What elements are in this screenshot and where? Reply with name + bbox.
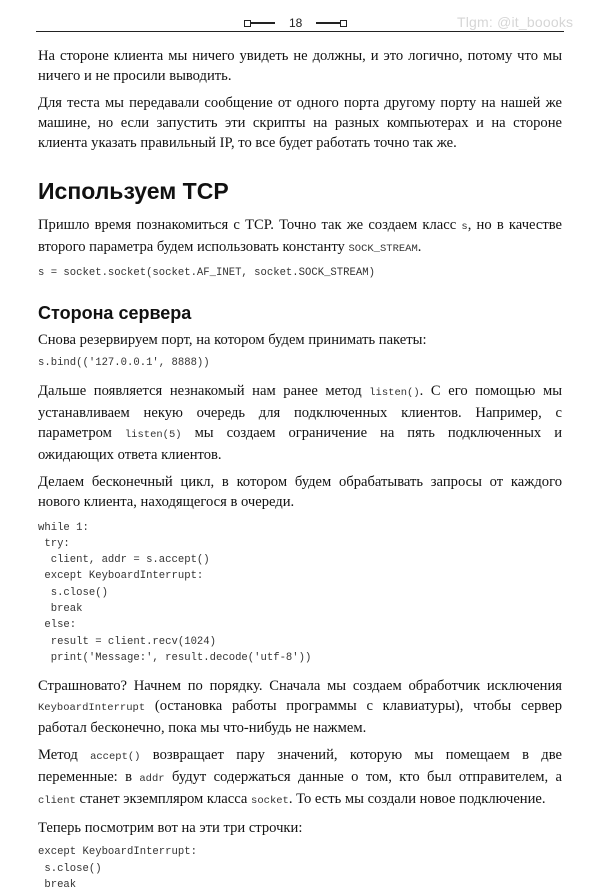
code-line: s.close() <box>38 586 108 599</box>
code-line: s.close() <box>38 862 102 875</box>
inline-code: socket <box>251 795 289 808</box>
paragraph-9: Теперь посмотрим вот на эти три строчки: <box>38 820 303 837</box>
paragraph-1: На стороне клиента мы ничего увидеть не должны, и это логично, потому что мы ничего и не просили выводить. <box>38 48 562 84</box>
code-block-socket: s = socket.socket(socket.AF_INET, socket.SOCK_STREAM) <box>38 267 375 279</box>
paragraph-8: Метод accept() возвращает пару значений, которую мы помещаем в две переменные: в addr будут содержаться данные о том, кто был отправителем, а client станет экземпляром класса socket. То есть мы создали новое подключение. <box>38 747 562 808</box>
code-line: else: <box>38 619 77 632</box>
paragraph-3: Пришло время познакомиться с TCP. Точно так же создаем класс s, но в качестве второго параметра будем использовать константу SOCK_STREAM. <box>38 217 563 255</box>
page-header <box>0 0 600 36</box>
paragraph-7: Страшновато? Начнем по порядку. Сначала мы создаем обработчик исключения KeyboardInterrupt (остановка работы программы с клавиатуры), чтобы сервер работал бесконечно, пока мы что-нибудь не нажмем. <box>38 678 562 737</box>
code-block-except <box>38 844 562 893</box>
inline-code: listen(5) <box>124 428 182 441</box>
code-block-bind: s.bind(('127.0.0.1', 8888)) <box>38 357 210 370</box>
inline-code: SOCK_STREAM <box>348 243 418 255</box>
code-line: client, addr = s.accept() <box>38 554 210 567</box>
section-heading-tcp: Используем TCP <box>38 178 229 204</box>
paragraph-6: Делаем бесконечный цикл, в котором будем обрабатывать запросы от каждого нового клиента, находящегося в очереди. <box>38 473 562 510</box>
code-line: except KeyboardInterrupt: <box>38 846 197 859</box>
ornament-box-left <box>244 20 251 27</box>
paragraph-4: Снова резервируем порт, на котором будем принимать пакеты: <box>38 332 427 349</box>
ornament-box-right <box>340 20 347 27</box>
code-line: result = client.recv(1024) <box>38 635 217 648</box>
paragraph-2: Для теста мы передавали сообщение от одного порта другому порту на нашей же машине, но если запустить эти скрипты на разных компьютерах и на стороне клиента указать правильный IP, то все будет работать точно так же. <box>38 95 562 151</box>
inline-code: s <box>461 221 468 233</box>
page-number-ornament <box>244 16 347 30</box>
code-line: break <box>38 878 77 891</box>
paragraph-5: Дальше появляется незнакомый нам ранее метод listen(). С его помощью мы устанавливаем некую очередь для подключенных клиентов. Например, с параметром listen(5) мы создаем ограничение на пять подключенных и ожидающих ответа клиентов. <box>38 382 563 463</box>
inline-code: listen() <box>369 386 420 399</box>
code-line: print('Message:', result.decode('utf-8')) <box>38 651 312 664</box>
page-number: 18 <box>289 16 303 30</box>
header-rule <box>36 31 564 32</box>
ornament-line-right <box>316 22 340 23</box>
watermark: Tlgm: @it_boooks <box>457 14 574 30</box>
inline-code: accept() <box>90 751 141 764</box>
code-line: break <box>38 603 83 616</box>
page-body <box>38 42 562 893</box>
inline-code: KeyboardInterrupt <box>38 702 146 715</box>
subsection-heading-server: Сторона сервера <box>38 303 192 324</box>
inline-code: addr <box>139 773 165 786</box>
code-block-loop <box>38 520 562 667</box>
inline-code: client <box>38 795 76 808</box>
ornament-line-left <box>251 22 275 23</box>
code-line: while 1: <box>38 521 89 534</box>
code-line: try: <box>38 537 70 550</box>
code-line: except KeyboardInterrupt: <box>38 570 204 583</box>
